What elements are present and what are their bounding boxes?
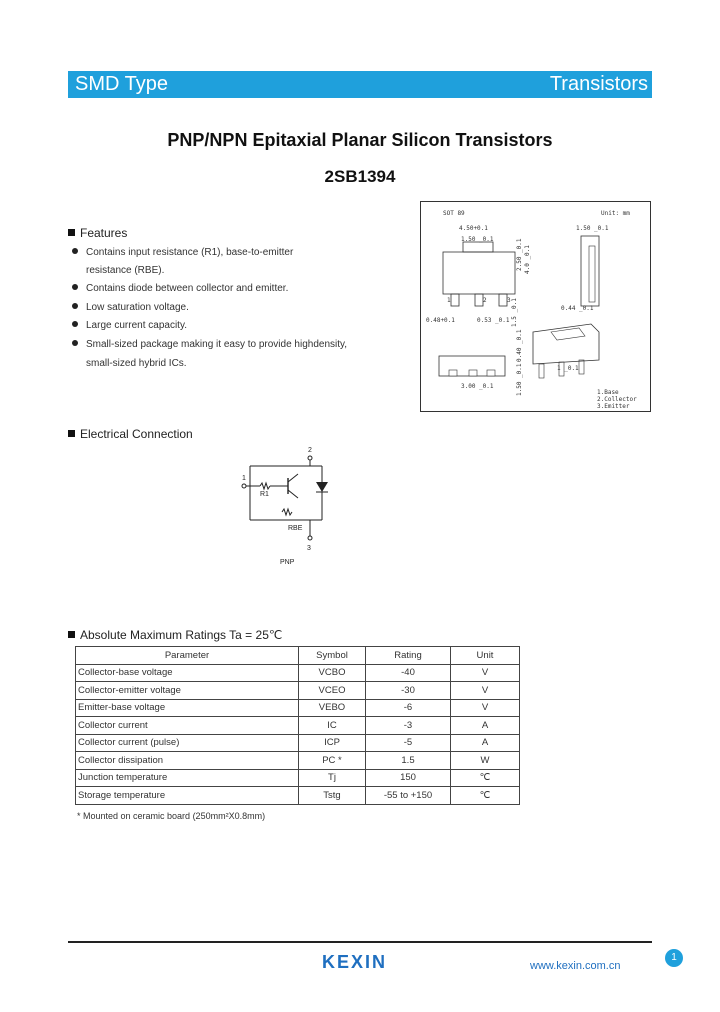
symbol-cell: ICP	[299, 734, 366, 752]
package-side-inner	[589, 246, 595, 302]
symbol-cell: PC *	[299, 752, 366, 770]
header-banner	[68, 71, 652, 98]
dimension-label: 1 _0.1	[557, 365, 579, 372]
rating-cell: -40	[366, 664, 451, 682]
pin-legend: 3.Emitter	[597, 403, 630, 410]
rating-cell: -30	[366, 682, 451, 700]
package-name: SOT 89	[443, 210, 465, 217]
rating-cell: -55 to +150	[366, 787, 451, 805]
dimension-label: 0.44 _0.1	[561, 305, 594, 312]
package-pin	[499, 294, 507, 306]
pin-label: 2	[483, 297, 487, 304]
feature-item-continued: small-sized hybrid ICs.	[86, 358, 187, 369]
column-header: Symbol	[299, 647, 366, 665]
pin3-label: 3	[307, 545, 311, 552]
table-row	[76, 664, 520, 682]
package-body-top	[443, 252, 515, 294]
part-number: 2SB1394	[324, 167, 396, 186]
feature-item: Large current capacity.	[72, 320, 187, 331]
package-3d-lead	[539, 364, 544, 378]
dimension-label: 0.53 _0.1	[477, 317, 510, 324]
transistor-collector	[288, 474, 298, 482]
package-side-view	[581, 236, 599, 306]
dimension-label: 4.50+0.1	[459, 225, 488, 232]
dimension-label: 3.00 _0.1	[461, 383, 494, 390]
ratings-note: * Mounted on ceramic board (250mm²X0.8mm)	[77, 811, 266, 821]
unit-cell: V	[451, 682, 520, 700]
feature-item: Contains input resistance (R1), base-to-emitter	[72, 247, 293, 258]
package-unit: Unit: mm	[601, 210, 630, 217]
feature-item-continued: resistance (RBE).	[86, 265, 165, 276]
pin2-terminal	[308, 456, 312, 460]
features-heading: Features	[68, 226, 127, 240]
bullet-square-icon	[68, 229, 75, 236]
dimension-label: 1.50 _0.1	[516, 363, 523, 396]
unit-cell: ℃	[451, 787, 520, 805]
table-header-row	[76, 647, 520, 665]
footer-url[interactable]: www.kexin.com.cn	[530, 960, 621, 972]
table-row	[76, 699, 520, 717]
parameter-cell: Collector current	[76, 717, 299, 735]
bullet-dot-icon	[72, 321, 78, 327]
table-row	[76, 769, 520, 787]
pin1-terminal	[242, 484, 246, 488]
dimension-label: 0.40 _0.1	[516, 329, 523, 362]
pin-legend: 2.Collector	[597, 396, 637, 403]
symbol-cell: VEBO	[299, 699, 366, 717]
pin2-label: 2	[308, 447, 312, 454]
parameter-cell: Collector-base voltage	[76, 664, 299, 682]
transistor-emitter	[288, 490, 298, 498]
rating-cell: -5	[366, 734, 451, 752]
header-left: SMD Type	[75, 73, 168, 95]
column-header: Parameter	[76, 647, 299, 665]
symbol-cell: Tstg	[299, 787, 366, 805]
symbol-cell: VCEO	[299, 682, 366, 700]
package-tab	[463, 242, 493, 252]
page-number-badge: 1	[665, 949, 683, 967]
header-right: Transistors	[549, 73, 648, 95]
package-pin	[451, 294, 459, 306]
unit-cell: V	[451, 664, 520, 682]
ratings-heading: Absolute Maximum Ratings Ta = 25℃	[68, 628, 282, 642]
unit-cell: ℃	[451, 769, 520, 787]
electrical-heading: Electrical Connection	[68, 427, 193, 441]
pin1-label: 1	[242, 475, 246, 482]
symbol-cell: VCBO	[299, 664, 366, 682]
parameter-cell: Collector current (pulse)	[76, 734, 299, 752]
rbe-label: RBE	[288, 525, 303, 532]
parameter-cell: Storage temperature	[76, 787, 299, 805]
rating-cell: 1.5	[366, 752, 451, 770]
table-row	[76, 787, 520, 805]
dimension-label: 0.48+0.1	[426, 317, 455, 324]
package-pad	[487, 370, 495, 376]
unit-cell: A	[451, 717, 520, 735]
package-outline-svg	[421, 202, 652, 413]
unit-cell: V	[451, 699, 520, 717]
bullet-dot-icon	[72, 284, 78, 290]
kexin-logo: KEXIN	[322, 952, 388, 972]
bullet-dot-icon	[72, 340, 78, 346]
bullet-dot-icon	[72, 303, 78, 309]
dimension-label: 1.5 _0.1	[511, 298, 518, 327]
page-title: PNP/NPN Epitaxial Planar Silicon Transistors	[167, 130, 553, 150]
dimension-label: 4.0 _0.1	[524, 245, 531, 274]
pin3-terminal	[308, 536, 312, 540]
column-header: Rating	[366, 647, 451, 665]
ratings-table	[75, 646, 520, 805]
table-row	[76, 734, 520, 752]
dimension-label: 1.50 _0.1	[461, 236, 494, 243]
r1-label: R1	[260, 491, 269, 498]
package-pad	[469, 370, 477, 376]
symbol-cell: IC	[299, 717, 366, 735]
package-3d-tab	[551, 328, 585, 340]
footer-divider	[68, 941, 652, 943]
package-3d-lead	[579, 360, 584, 374]
diode-icon	[316, 482, 328, 492]
circuit-diagram	[236, 440, 346, 570]
parameter-cell: Collector dissipation	[76, 752, 299, 770]
parameter-cell: Junction temperature	[76, 769, 299, 787]
table-row	[76, 682, 520, 700]
feature-item: Low saturation voltage.	[72, 302, 189, 313]
rating-cell: -6	[366, 699, 451, 717]
table-row	[76, 752, 520, 770]
pin-label: 1	[447, 297, 451, 304]
package-pin	[475, 294, 483, 306]
bullet-square-icon	[68, 430, 75, 437]
resistor-r1-icon	[260, 483, 270, 489]
transistor-type: PNP	[280, 559, 295, 566]
pin-legend: 1.Base	[597, 389, 619, 396]
parameter-cell: Emitter-base voltage	[76, 699, 299, 717]
rating-cell: 150	[366, 769, 451, 787]
resistor-rbe-icon	[282, 509, 292, 515]
feature-item: Contains diode between collector and emitter.	[72, 283, 288, 294]
column-header: Unit	[451, 647, 520, 665]
dimension-label: 1.50 _0.1	[576, 225, 609, 232]
bullet-dot-icon	[72, 248, 78, 254]
dimension-label: 2.50 _0.1	[516, 238, 523, 271]
bullet-square-icon	[68, 631, 75, 638]
symbol-cell: Tj	[299, 769, 366, 787]
package-drawing	[420, 201, 651, 412]
rating-cell: -3	[366, 717, 451, 735]
unit-cell: A	[451, 734, 520, 752]
unit-cell: W	[451, 752, 520, 770]
pin-label: 3	[507, 297, 511, 304]
package-pad	[449, 370, 457, 376]
feature-item: Small-sized package making it easy to provide highdensity,	[72, 339, 347, 350]
table-row	[76, 717, 520, 735]
parameter-cell: Collector-emitter voltage	[76, 682, 299, 700]
